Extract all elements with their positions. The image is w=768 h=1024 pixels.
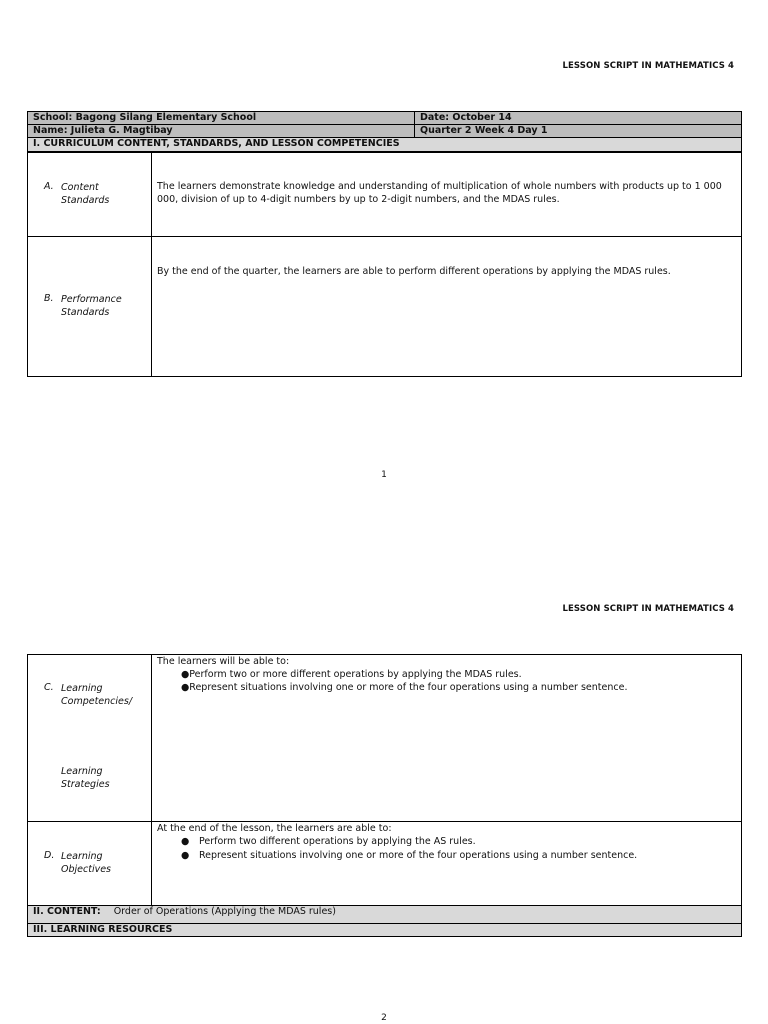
competencies-intro: The learners will be able to:: [157, 656, 290, 667]
page1-standards-table: [27, 152, 742, 377]
page1-header: LESSON SCRIPT IN MATHEMATICS 4: [562, 61, 734, 71]
page2-number: 2: [381, 1013, 387, 1023]
bullet-icon: ●: [181, 836, 190, 847]
page1-number: 1: [381, 470, 387, 480]
performance-standards-text: By the end of the quarter, the learners are able to perform different operations by applying the MDAS rules.: [152, 237, 742, 377]
learning-competencies-label: [28, 655, 152, 822]
learning-competencies-letter: C.: [44, 682, 54, 693]
name-cell: Name: Julieta G. Magtibay: [28, 125, 415, 138]
learning-resources-title: III. LEARNING RESOURCES: [28, 924, 742, 937]
learning-competencies-content: [152, 655, 742, 822]
objectives-bullet-2-text: Represent situations involving one or more of the four operations using a number sentence.: [199, 850, 638, 861]
objectives-bullet-2: [157, 849, 736, 863]
page2-competencies-table: [27, 654, 742, 937]
content-standards-text: The learners demonstrate knowledge and understanding of multiplication of whole numbers with products up to 1 000 000, division of up to 4-digit numbers by up to 2-digit numbers, and the MDAS rules.: [152, 153, 742, 237]
bullet-icon: ●: [181, 850, 190, 861]
quarter-cell: Quarter 2 Week 4 Day 1: [415, 125, 742, 138]
content-value: Order of Operations (Applying the MDAS rules): [113, 906, 336, 917]
objectives-label-line1: Learning: [61, 851, 103, 862]
competencies-label-line2: Competencies/: [61, 696, 133, 707]
content-standards-label-line1: Content: [61, 182, 99, 193]
curriculum-section-title: I. CURRICULUM CONTENT, STANDARDS, AND LESSON COMPETENCIES: [28, 138, 742, 152]
competencies-bullet-1: ●Perform two or more different operations by applying the MDAS rules.: [181, 669, 522, 680]
competencies-label-line4: Strategies: [61, 779, 110, 790]
content-label: II. CONTENT:: [33, 906, 101, 917]
content-standards-label: [28, 153, 152, 237]
content-standards-label-line2: Standards: [61, 195, 110, 206]
objectives-intro: At the end of the lesson, the learners are able to:: [157, 823, 392, 834]
competencies-label-line3: Learning: [61, 766, 103, 777]
page1-lesson-table: [27, 111, 742, 152]
date-cell: Date: October 14: [415, 112, 742, 125]
learning-objectives-letter: D.: [44, 850, 55, 861]
content-row: [28, 906, 742, 924]
performance-standards-letter: B.: [44, 293, 54, 304]
competencies-bullet-2: ●Represent situations involving one or more of the four operations using a number sentence.: [181, 682, 628, 693]
objectives-label-line2: Objectives: [61, 864, 111, 875]
learning-objectives-label: [28, 822, 152, 906]
performance-standards-label: [28, 237, 152, 377]
objectives-bullet-1-text: Perform two different operations by applying the AS rules.: [199, 836, 476, 847]
school-cell: School: Bagong Silang Elementary School: [28, 112, 415, 125]
page2-header: LESSON SCRIPT IN MATHEMATICS 4: [562, 604, 734, 614]
objectives-bullet-1: [157, 835, 736, 849]
performance-standards-label-line1: Performance: [61, 294, 122, 305]
performance-standards-label-line2: Standards: [61, 307, 110, 318]
content-standards-letter: A.: [44, 181, 54, 192]
competencies-label-line1: Learning: [61, 683, 103, 694]
learning-objectives-content: [152, 822, 742, 906]
